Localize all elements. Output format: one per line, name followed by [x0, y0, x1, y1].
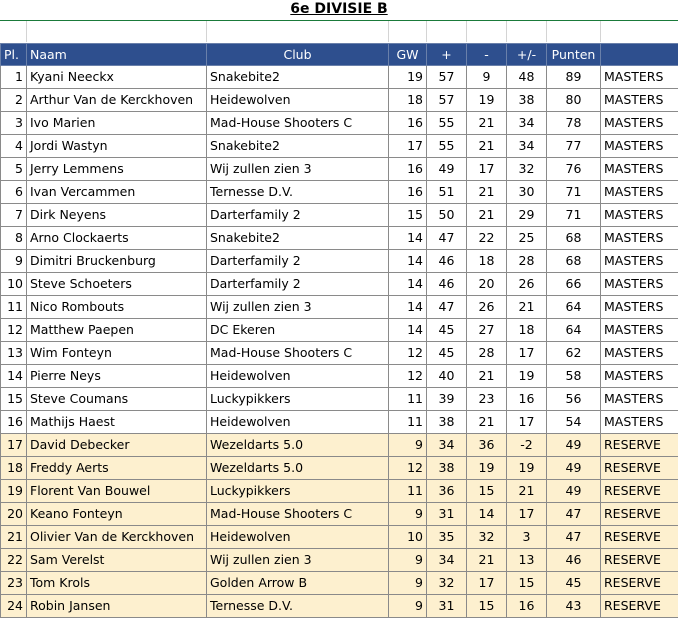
cell-points[interactable]: 68 [547, 227, 601, 250]
cell-position[interactable]: 16 [1, 411, 27, 434]
cell-games-won[interactable]: 9 [389, 549, 427, 572]
cell-name[interactable]: Arno Clockaerts [27, 227, 207, 250]
cell-club[interactable]: Mad-House Shooters C [207, 112, 389, 135]
cell-games-won[interactable]: 14 [389, 227, 427, 250]
header-club[interactable]: Club [207, 44, 389, 66]
cell-status[interactable]: MASTERS [601, 135, 678, 158]
cell-leg-difference[interactable]: 3 [507, 526, 547, 549]
cell-position[interactable]: 15 [1, 388, 27, 411]
cell-name[interactable]: Kyani Neeckx [27, 66, 207, 89]
table-row[interactable] [1, 296, 678, 319]
header-punten[interactable]: Punten [547, 44, 601, 66]
cell-legs-against[interactable]: 32 [467, 526, 507, 549]
header-min[interactable]: - [467, 44, 507, 66]
cell-club[interactable]: Snakebite2 [207, 135, 389, 158]
cell-legs-against[interactable]: 22 [467, 227, 507, 250]
cell-points[interactable]: 49 [547, 457, 601, 480]
cell-points[interactable]: 56 [547, 388, 601, 411]
cell-club[interactable]: Mad-House Shooters C [207, 342, 389, 365]
cell-points[interactable]: 71 [547, 204, 601, 227]
cell-position[interactable]: 19 [1, 480, 27, 503]
cell-leg-difference[interactable]: 32 [507, 158, 547, 181]
cell-status[interactable]: MASTERS [601, 319, 678, 342]
table-row[interactable] [1, 549, 678, 572]
cell-points[interactable]: 66 [547, 273, 601, 296]
cell-position[interactable]: 14 [1, 365, 27, 388]
cell-leg-difference[interactable]: 16 [507, 595, 547, 618]
cell-status[interactable]: MASTERS [601, 66, 678, 89]
cell-leg-difference[interactable]: 34 [507, 135, 547, 158]
cell-status[interactable]: RESERVE [601, 526, 678, 549]
cell-leg-difference[interactable]: 26 [507, 273, 547, 296]
cell-name[interactable]: Ivo Marien [27, 112, 207, 135]
cell-club[interactable]: Ternesse D.V. [207, 181, 389, 204]
table-row[interactable] [1, 66, 678, 89]
cell-leg-difference[interactable]: 21 [507, 296, 547, 319]
cell-club[interactable]: Heidewolven [207, 89, 389, 112]
cell-club[interactable]: Darterfamily 2 [207, 204, 389, 227]
cell-position[interactable]: 8 [1, 227, 27, 250]
cell-position[interactable]: 20 [1, 503, 27, 526]
cell-leg-difference[interactable]: 25 [507, 227, 547, 250]
cell-games-won[interactable]: 15 [389, 204, 427, 227]
cell-legs-against[interactable]: 19 [467, 457, 507, 480]
table-row[interactable] [1, 526, 678, 549]
cell-leg-difference[interactable]: 13 [507, 549, 547, 572]
cell-legs-against[interactable]: 28 [467, 342, 507, 365]
cell-points[interactable]: 43 [547, 595, 601, 618]
cell-legs-against[interactable]: 27 [467, 319, 507, 342]
cell-legs-for[interactable]: 38 [427, 457, 467, 480]
table-row[interactable] [1, 457, 678, 480]
standings-body [1, 66, 678, 618]
header-row [1, 44, 678, 66]
cell-games-won[interactable]: 9 [389, 595, 427, 618]
cell-leg-difference[interactable]: 19 [507, 457, 547, 480]
cell-name[interactable]: Olivier Van de Kerckhoven [27, 526, 207, 549]
cell-club[interactable]: Darterfamily 2 [207, 250, 389, 273]
cell-games-won[interactable]: 18 [389, 89, 427, 112]
cell-leg-difference[interactable]: 38 [507, 89, 547, 112]
cell-position[interactable]: 23 [1, 572, 27, 595]
cell-status[interactable]: MASTERS [601, 204, 678, 227]
cell-legs-against[interactable]: 23 [467, 388, 507, 411]
cell-legs-for[interactable]: 32 [427, 572, 467, 595]
header-gw[interactable]: GW [389, 44, 427, 66]
cell-leg-difference[interactable]: 48 [507, 66, 547, 89]
cell-status[interactable]: MASTERS [601, 273, 678, 296]
cell-legs-for[interactable]: 35 [427, 526, 467, 549]
cell-club[interactable]: Snakebite2 [207, 227, 389, 250]
cell-legs-against[interactable]: 17 [467, 572, 507, 595]
cell-legs-against[interactable]: 21 [467, 181, 507, 204]
cell-legs-for[interactable]: 34 [427, 434, 467, 457]
cell-status[interactable]: MASTERS [601, 388, 678, 411]
cell-legs-for[interactable]: 57 [427, 89, 467, 112]
table-row[interactable] [1, 503, 678, 526]
header-plus[interactable]: + [427, 44, 467, 66]
cell-games-won[interactable]: 16 [389, 112, 427, 135]
table-row[interactable] [1, 204, 678, 227]
cell-leg-difference[interactable]: 15 [507, 572, 547, 595]
cell-legs-against[interactable]: 15 [467, 480, 507, 503]
cell-games-won[interactable]: 14 [389, 273, 427, 296]
table-row[interactable] [1, 595, 678, 618]
cell-legs-against[interactable]: 21 [467, 112, 507, 135]
cell-leg-difference[interactable]: 16 [507, 388, 547, 411]
cell-games-won[interactable]: 17 [389, 135, 427, 158]
cell-name[interactable]: Ivan Vercammen [27, 181, 207, 204]
table-row[interactable] [1, 342, 678, 365]
cell-name[interactable]: Florent Van Bouwel [27, 480, 207, 503]
cell-name[interactable]: Steve Coumans [27, 388, 207, 411]
header-pl[interactable]: Pl. [1, 44, 27, 66]
cell-name[interactable]: Sam Verelst [27, 549, 207, 572]
cell-legs-for[interactable]: 55 [427, 112, 467, 135]
cell-points[interactable]: 45 [547, 572, 601, 595]
cell-name[interactable]: Nico Rombouts [27, 296, 207, 319]
table-row[interactable] [1, 135, 678, 158]
table-row[interactable] [1, 572, 678, 595]
cell-name[interactable]: Freddy Aerts [27, 457, 207, 480]
header-diff[interactable]: +/- [507, 44, 547, 66]
cell-status[interactable]: MASTERS [601, 250, 678, 273]
table-row[interactable] [1, 480, 678, 503]
spacer-row [0, 21, 678, 42]
cell-leg-difference[interactable]: 17 [507, 342, 547, 365]
cell-leg-difference[interactable]: 28 [507, 250, 547, 273]
cell-leg-difference[interactable]: 30 [507, 181, 547, 204]
cell-club[interactable]: Darterfamily 2 [207, 273, 389, 296]
table-row[interactable] [1, 158, 678, 181]
cell-club[interactable]: Ternesse D.V. [207, 595, 389, 618]
cell-games-won[interactable]: 12 [389, 457, 427, 480]
cell-legs-for[interactable]: 46 [427, 273, 467, 296]
table-row[interactable] [1, 250, 678, 273]
cell-games-won[interactable]: 14 [389, 250, 427, 273]
cell-games-won[interactable]: 12 [389, 342, 427, 365]
cell-legs-against[interactable]: 17 [467, 158, 507, 181]
cell-position[interactable]: 11 [1, 296, 27, 319]
cell-name[interactable]: Keano Fonteyn [27, 503, 207, 526]
cell-leg-difference[interactable]: 18 [507, 319, 547, 342]
table-row[interactable] [1, 181, 678, 204]
cell-leg-difference[interactable]: 34 [507, 112, 547, 135]
cell-points[interactable]: 47 [547, 526, 601, 549]
cell-points[interactable]: 77 [547, 135, 601, 158]
cell-position[interactable]: 1 [1, 66, 27, 89]
cell-position[interactable]: 24 [1, 595, 27, 618]
cell-games-won[interactable]: 11 [389, 388, 427, 411]
cell-legs-against[interactable]: 15 [467, 595, 507, 618]
cell-points[interactable]: 49 [547, 480, 601, 503]
cell-legs-against[interactable]: 21 [467, 365, 507, 388]
cell-club[interactable]: Heidewolven [207, 411, 389, 434]
table-row[interactable] [1, 319, 678, 342]
cell-games-won[interactable]: 19 [389, 66, 427, 89]
header-status[interactable] [601, 44, 678, 66]
cell-legs-against[interactable]: 21 [467, 549, 507, 572]
cell-points[interactable]: 78 [547, 112, 601, 135]
cell-name[interactable]: Pierre Neys [27, 365, 207, 388]
cell-games-won[interactable]: 9 [389, 434, 427, 457]
cell-points[interactable]: 58 [547, 365, 601, 388]
cell-leg-difference[interactable]: 29 [507, 204, 547, 227]
cell-legs-for[interactable]: 47 [427, 227, 467, 250]
cell-position[interactable]: 2 [1, 89, 27, 112]
cell-games-won[interactable]: 10 [389, 526, 427, 549]
cell-name[interactable]: Arthur Van de Kerckhoven [27, 89, 207, 112]
cell-name[interactable]: Dirk Neyens [27, 204, 207, 227]
table-row[interactable] [1, 388, 678, 411]
cell-legs-for[interactable]: 34 [427, 549, 467, 572]
cell-leg-difference[interactable]: 17 [507, 411, 547, 434]
cell-legs-against[interactable]: 26 [467, 296, 507, 319]
cell-position[interactable]: 12 [1, 319, 27, 342]
cell-status[interactable]: MASTERS [601, 296, 678, 319]
cell-position[interactable]: 4 [1, 135, 27, 158]
cell-legs-against[interactable]: 36 [467, 434, 507, 457]
cell-position[interactable]: 3 [1, 112, 27, 135]
table-row[interactable] [1, 273, 678, 296]
cell-games-won[interactable]: 11 [389, 480, 427, 503]
cell-legs-for[interactable]: 47 [427, 296, 467, 319]
cell-status[interactable]: MASTERS [601, 89, 678, 112]
cell-name[interactable]: Wim Fonteyn [27, 342, 207, 365]
cell-name[interactable]: Robin Jansen [27, 595, 207, 618]
cell-legs-against[interactable]: 14 [467, 503, 507, 526]
cell-games-won[interactable]: 14 [389, 319, 427, 342]
cell-status[interactable]: MASTERS [601, 411, 678, 434]
cell-legs-for[interactable]: 31 [427, 503, 467, 526]
cell-leg-difference[interactable]: 21 [507, 480, 547, 503]
cell-games-won[interactable]: 16 [389, 158, 427, 181]
cell-legs-for[interactable]: 45 [427, 319, 467, 342]
cell-points[interactable]: 46 [547, 549, 601, 572]
cell-position[interactable]: 17 [1, 434, 27, 457]
cell-legs-for[interactable]: 31 [427, 595, 467, 618]
cell-status[interactable]: MASTERS [601, 227, 678, 250]
cell-position[interactable]: 22 [1, 549, 27, 572]
cell-club[interactable]: Heidewolven [207, 365, 389, 388]
standings-table [0, 43, 678, 618]
cell-legs-for[interactable]: 36 [427, 480, 467, 503]
cell-status[interactable]: MASTERS [601, 112, 678, 135]
cell-legs-against[interactable]: 19 [467, 89, 507, 112]
cell-points[interactable]: 68 [547, 250, 601, 273]
cell-points[interactable]: 64 [547, 296, 601, 319]
cell-points[interactable]: 64 [547, 319, 601, 342]
cell-club[interactable]: Mad-House Shooters C [207, 503, 389, 526]
cell-legs-against[interactable]: 20 [467, 273, 507, 296]
cell-games-won[interactable]: 9 [389, 572, 427, 595]
cell-legs-for[interactable]: 39 [427, 388, 467, 411]
cell-status[interactable]: RESERVE [601, 480, 678, 503]
cell-points[interactable]: 54 [547, 411, 601, 434]
cell-status[interactable]: RESERVE [601, 457, 678, 480]
cell-games-won[interactable]: 11 [389, 411, 427, 434]
cell-leg-difference[interactable]: 19 [507, 365, 547, 388]
cell-position[interactable]: 10 [1, 273, 27, 296]
cell-club[interactable]: Golden Arrow B [207, 572, 389, 595]
cell-leg-difference[interactable]: 17 [507, 503, 547, 526]
table-row[interactable] [1, 227, 678, 250]
cell-club[interactable]: Luckypikkers [207, 388, 389, 411]
cell-status[interactable]: RESERVE [601, 572, 678, 595]
cell-status[interactable]: RESERVE [601, 595, 678, 618]
cell-position[interactable]: 21 [1, 526, 27, 549]
cell-games-won[interactable]: 9 [389, 503, 427, 526]
cell-legs-for[interactable]: 49 [427, 158, 467, 181]
cell-position[interactable]: 7 [1, 204, 27, 227]
table-row[interactable] [1, 411, 678, 434]
table-row[interactable] [1, 112, 678, 135]
cell-position[interactable]: 13 [1, 342, 27, 365]
cell-legs-for[interactable]: 57 [427, 66, 467, 89]
cell-games-won[interactable]: 12 [389, 365, 427, 388]
cell-position[interactable]: 6 [1, 181, 27, 204]
cell-status[interactable]: RESERVE [601, 503, 678, 526]
cell-legs-against[interactable]: 21 [467, 411, 507, 434]
cell-club[interactable]: Wezeldarts 5.0 [207, 434, 389, 457]
cell-name[interactable]: David Debecker [27, 434, 207, 457]
cell-points[interactable]: 49 [547, 434, 601, 457]
cell-name[interactable]: Dimitri Bruckenburg [27, 250, 207, 273]
title-row [0, 0, 678, 21]
table-row[interactable] [1, 434, 678, 457]
cell-legs-for[interactable]: 46 [427, 250, 467, 273]
cell-name[interactable]: Tom Krols [27, 572, 207, 595]
cell-position[interactable]: 18 [1, 457, 27, 480]
cell-club[interactable]: Wij zullen zien 3 [207, 549, 389, 572]
cell-points[interactable]: 71 [547, 181, 601, 204]
cell-legs-against[interactable]: 21 [467, 135, 507, 158]
cell-legs-for[interactable]: 40 [427, 365, 467, 388]
cell-leg-difference[interactable]: -2 [507, 434, 547, 457]
cell-points[interactable]: 89 [547, 66, 601, 89]
cell-club[interactable]: Luckypikkers [207, 480, 389, 503]
cell-points[interactable]: 47 [547, 503, 601, 526]
cell-legs-against[interactable]: 21 [467, 204, 507, 227]
cell-name[interactable]: Matthew Paepen [27, 319, 207, 342]
cell-position[interactable]: 5 [1, 158, 27, 181]
cell-club[interactable]: Wezeldarts 5.0 [207, 457, 389, 480]
cell-legs-for[interactable]: 45 [427, 342, 467, 365]
cell-status[interactable]: MASTERS [601, 365, 678, 388]
cell-status[interactable]: MASTERS [601, 181, 678, 204]
cell-name[interactable]: Mathijs Haest [27, 411, 207, 434]
cell-games-won[interactable]: 16 [389, 181, 427, 204]
cell-legs-for[interactable]: 55 [427, 135, 467, 158]
cell-points[interactable]: 80 [547, 89, 601, 112]
cell-legs-for[interactable]: 50 [427, 204, 467, 227]
cell-club[interactable]: Snakebite2 [207, 66, 389, 89]
cell-club[interactable]: Wij zullen zien 3 [207, 296, 389, 319]
cell-club[interactable]: DC Ekeren [207, 319, 389, 342]
cell-status[interactable]: RESERVE [601, 549, 678, 572]
cell-status[interactable]: RESERVE [601, 434, 678, 457]
cell-games-won[interactable]: 14 [389, 296, 427, 319]
cell-name[interactable]: Jerry Lemmens [27, 158, 207, 181]
cell-status[interactable]: MASTERS [601, 342, 678, 365]
cell-club[interactable]: Heidewolven [207, 526, 389, 549]
table-row[interactable] [1, 89, 678, 112]
cell-legs-against[interactable]: 9 [467, 66, 507, 89]
cell-status[interactable]: MASTERS [601, 158, 678, 181]
cell-legs-against[interactable]: 18 [467, 250, 507, 273]
cell-points[interactable]: 62 [547, 342, 601, 365]
cell-name[interactable]: Steve Schoeters [27, 273, 207, 296]
cell-position[interactable]: 9 [1, 250, 27, 273]
cell-legs-for[interactable]: 51 [427, 181, 467, 204]
table-row[interactable] [1, 365, 678, 388]
cell-club[interactable]: Wij zullen zien 3 [207, 158, 389, 181]
header-naam[interactable]: Naam [27, 44, 207, 66]
cell-points[interactable]: 76 [547, 158, 601, 181]
cell-name[interactable]: Jordi Wastyn [27, 135, 207, 158]
division-title: 6e DIVISIE B [290, 1, 388, 17]
cell-legs-for[interactable]: 38 [427, 411, 467, 434]
